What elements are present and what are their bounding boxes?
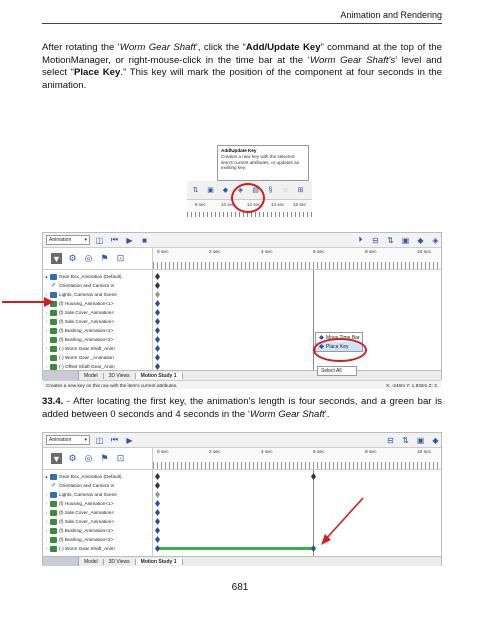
tab-motion-study-1[interactable]: Motion Study 1	[136, 559, 183, 565]
tick-label: 8 sec	[195, 202, 206, 207]
time-ticks	[153, 462, 441, 469]
tick-label: 2 sec	[209, 450, 221, 455]
step-text: - After locating the first key, the animation's length is four seconds, and a green bar is added between 0 seconds and 4 seconds in the ‘	[42, 396, 442, 420]
select-all-menu[interactable]	[317, 366, 357, 376]
chevron-right-icon[interactable]: ›	[45, 510, 48, 515]
step-italic: Worm Gear Shaft	[250, 408, 325, 420]
intro-italic: Worm Gear Shaft	[119, 42, 196, 53]
running-header: Animation and Rendering	[340, 10, 442, 20]
tree-row[interactable]	[43, 526, 152, 535]
intro-italic: Worm Gear Shaft's	[309, 54, 396, 66]
mm-body	[43, 470, 441, 556]
key-icon[interactable]	[155, 309, 160, 316]
save-animation-icon[interactable]: ⊟	[372, 235, 379, 245]
tree-label: (f) Side Cover_Animation<	[59, 519, 115, 524]
tree-label: (-) Worm Gear Shaft_Anim	[59, 546, 115, 551]
key-icon[interactable]	[311, 473, 316, 480]
lights-folder-icon	[50, 492, 57, 498]
study-type-select[interactable]	[46, 235, 90, 245]
tree-row[interactable]	[43, 472, 152, 481]
tab-3d-views[interactable]: 3D Views	[104, 559, 136, 565]
tab-model[interactable]: Model	[79, 373, 104, 379]
timeline[interactable]	[153, 270, 441, 370]
menu-label: Move Time Bar	[326, 334, 360, 341]
tick-label: 0 sec	[157, 450, 169, 455]
step-text: ’.	[324, 408, 330, 420]
tree-row[interactable]	[43, 499, 152, 508]
tree-row[interactable]	[43, 272, 152, 281]
red-arrow	[0, 294, 60, 310]
part-icon	[50, 364, 57, 370]
contact-icon[interactable]: ◈	[432, 235, 439, 245]
add-update-key-button[interactable]: ◆	[417, 235, 424, 245]
mm-header	[43, 248, 441, 270]
tree-row[interactable]	[43, 508, 152, 517]
tick-label: 6 sec	[313, 450, 325, 455]
calculate-icon[interactable]: ◫	[95, 235, 104, 245]
autokey-icon[interactable]: ⇅	[192, 187, 199, 194]
coordinate-readout: X: -246m Y: 1.832m Z: 3.	[385, 382, 438, 388]
chevron-right-icon[interactable]: ›	[45, 328, 48, 333]
chevron-right-icon[interactable]: ›	[45, 519, 48, 524]
tree-row[interactable]	[43, 281, 152, 290]
tick-label: 10 sec	[417, 450, 432, 455]
intro-text: After rotating the ‘	[42, 42, 120, 53]
part-icon	[50, 519, 57, 525]
tree-label: Gear Box_Animation (Default)	[59, 474, 122, 479]
filter-animated-icon[interactable]: ▼	[52, 253, 61, 264]
part-icon	[50, 501, 57, 507]
key-icon[interactable]	[155, 300, 160, 307]
red-arrow	[313, 494, 373, 554]
chevron-right-icon[interactable]: ›	[45, 319, 48, 324]
filter-results-icon[interactable]: ⚑	[100, 253, 109, 263]
status-bar	[43, 380, 441, 389]
menu-label: Place Key	[326, 343, 349, 350]
stop-icon[interactable]: ■	[142, 235, 147, 245]
intro-text: ’, click the “	[195, 42, 246, 53]
playback-speed-icon[interactable]: ⏵	[358, 235, 363, 244]
tree-label: (f) Side Cover_Animation<	[59, 319, 115, 324]
tick-label: 6 sec	[313, 250, 325, 255]
tree-row[interactable]	[43, 344, 152, 353]
part-icon	[50, 310, 57, 316]
tooltip	[217, 145, 309, 181]
tree-label: (-) Offset Shaft Gear_Anim	[59, 364, 115, 369]
feature-tree	[43, 470, 153, 556]
animation-wizard-icon[interactable]: ▣	[416, 435, 425, 445]
chevron-down-icon: ▾	[84, 237, 87, 243]
results-icon[interactable]: ⊞	[297, 187, 304, 194]
zoom-icon[interactable]: ⊡	[116, 253, 125, 263]
tree-label: (-) Worm Gear Shaft_Anim	[59, 346, 115, 351]
chevron-right-icon[interactable]: ›	[45, 528, 48, 533]
status-text: Creates a new key on this row with the item's current attributes.	[46, 382, 178, 388]
calculate-icon[interactable]: ◫	[95, 435, 104, 445]
chevron-right-icon[interactable]: ›	[45, 310, 48, 315]
tab-model[interactable]: Model	[79, 559, 104, 565]
tree-row[interactable]	[43, 362, 152, 371]
part-icon	[50, 346, 57, 352]
animation-wizard-icon[interactable]: ▣	[401, 235, 410, 245]
filter-selected-icon[interactable]: ◎	[84, 453, 93, 463]
motion-manager-2	[42, 432, 442, 566]
part-icon	[50, 355, 57, 361]
tree-row[interactable]	[43, 326, 152, 335]
tree-label: Orientation and Camera Vi	[59, 283, 115, 288]
key-icon[interactable]	[155, 327, 160, 334]
save-animation-icon[interactable]: ⊟	[387, 435, 394, 445]
filter-selected-icon[interactable]: ◎	[84, 253, 93, 263]
tree-row[interactable]	[43, 517, 152, 526]
intro-text: .” This key will mark the position of the component at four seconds in the animation.	[42, 67, 442, 91]
header-rule	[42, 23, 442, 24]
tab-motion-study-1[interactable]: Motion Study 1	[136, 373, 183, 379]
tick-label: 4 sec	[261, 450, 273, 455]
tree-row[interactable]	[43, 490, 152, 499]
page-number: 681	[231, 582, 249, 593]
tick-label: 2 sec	[209, 250, 221, 255]
motion-manager-1	[42, 232, 442, 388]
intro-text: ” command at the top of the MotionManager, or right-mouse-click in the time bar at the ‘	[42, 42, 442, 66]
part-icon	[50, 319, 57, 325]
filter-animated-icon[interactable]: ▼	[52, 453, 61, 464]
tree-label: (-) Worm Gear _Animation	[59, 355, 114, 360]
tab-3d-views[interactable]: 3D Views	[104, 373, 136, 379]
play-from-start-icon[interactable]: ⏮	[110, 435, 119, 444]
tree-label: (f) Side Cover_Animation<	[59, 310, 115, 315]
tree-label: (f) Bushing_Animation<1>	[59, 528, 114, 533]
tick-label: 0 sec	[157, 250, 169, 255]
zoom-icon[interactable]: ⊡	[116, 453, 125, 463]
camera-icon: ✐	[50, 282, 57, 289]
tick-label: 4 sec	[261, 250, 273, 255]
expand-icon[interactable]: ▲	[44, 274, 49, 279]
chevron-right-icon[interactable]: ›	[45, 501, 48, 506]
filter-bar	[43, 248, 153, 269]
intro-paragraph	[42, 42, 442, 92]
tree-row[interactable]	[43, 481, 152, 490]
key-icon[interactable]	[155, 318, 160, 325]
tooltip-description: Creates a new key with the selected item's current attributes, or updates an existing key.	[221, 154, 300, 170]
green-motion-bar[interactable]	[158, 547, 312, 550]
chevron-down-icon: ▾	[84, 437, 87, 443]
intro-bold: Place Key	[73, 67, 121, 78]
intro-bold: Add/Update Key	[245, 42, 321, 53]
step-paragraph	[42, 396, 442, 421]
tick-label: 10 sec	[221, 202, 235, 207]
key-icon[interactable]	[155, 491, 160, 498]
tree-label: (f) Housing_Animation<1>	[59, 301, 114, 306]
time-scale	[153, 448, 441, 469]
tab-scroller[interactable]	[43, 557, 79, 566]
chevron-right-icon[interactable]: ›	[45, 346, 48, 351]
filter-driving-icon[interactable]: ⚙	[68, 253, 77, 263]
study-tabs	[43, 556, 441, 566]
contact-icon[interactable]: ◈	[237, 187, 244, 194]
play-icon[interactable]: ▶	[126, 235, 133, 245]
key-icon[interactable]	[155, 473, 160, 480]
part-icon	[50, 510, 57, 516]
chevron-right-icon[interactable]: ›	[45, 546, 48, 551]
tick-label: 16 sec	[293, 202, 307, 207]
tooltip-title: Add/Update Key	[221, 148, 257, 153]
add-update-key-button[interactable]: ◆	[222, 187, 229, 194]
filter-bar	[43, 448, 153, 469]
chevron-right-icon[interactable]: ›	[45, 537, 48, 542]
tree-label: Lights, Cameras and Scene	[59, 492, 117, 497]
study-type-value: Animation	[49, 437, 72, 443]
filter-driving-icon[interactable]: ⚙	[68, 453, 77, 463]
chevron-right-icon[interactable]: ›	[45, 337, 48, 342]
tree-label: (f) Housing_Animation<1>	[59, 501, 114, 506]
chevron-right-icon[interactable]: ›	[45, 292, 48, 297]
mm-toolbar	[43, 233, 441, 248]
tree-row[interactable]	[43, 535, 152, 544]
filter-results-icon[interactable]: ⚑	[100, 453, 109, 463]
play-from-start-icon[interactable]: ⏮	[110, 235, 119, 244]
add-update-key-button[interactable]: ◆	[432, 435, 439, 445]
spring-icon[interactable]: §	[268, 186, 273, 194]
menu-label: Select All	[321, 368, 342, 374]
play-icon[interactable]: ▶	[126, 435, 133, 445]
key-icon[interactable]	[155, 336, 160, 343]
chevron-right-icon[interactable]: ›	[45, 492, 48, 497]
key-icon[interactable]	[155, 273, 160, 280]
key-icon[interactable]	[155, 291, 160, 298]
step-number: 33.4.	[42, 396, 64, 407]
key-icon[interactable]	[155, 518, 160, 525]
gravity-icon[interactable]: ◌	[283, 186, 288, 194]
part-icon	[50, 546, 57, 552]
timeline[interactable]	[153, 470, 441, 556]
tree-label: Gear Box_Animation (Default)	[59, 274, 122, 279]
tree-row[interactable]	[43, 335, 152, 344]
key-icon[interactable]	[155, 345, 160, 352]
key-icon[interactable]	[155, 482, 160, 489]
key-icon[interactable]	[155, 509, 160, 516]
mm-body	[43, 270, 441, 374]
study-type-value: Animation	[49, 237, 72, 243]
tick-label: 10 sec	[417, 250, 432, 255]
part-icon	[50, 537, 57, 543]
key-icon[interactable]	[155, 363, 160, 370]
animation-wizard-icon[interactable]: ▣	[207, 187, 214, 194]
intro-text: ’ level and select “	[42, 54, 442, 78]
tree-label: (f) Bushing_Animation<2>	[59, 337, 114, 342]
key-icon[interactable]	[155, 354, 160, 361]
autokey-icon[interactable]: ⇅	[402, 435, 409, 445]
key-icon[interactable]	[155, 282, 160, 289]
part-icon	[50, 337, 57, 343]
mm-toolbar	[43, 433, 441, 448]
part-icon	[50, 328, 57, 334]
tree-label: Lights, Cameras and Scene	[59, 292, 117, 297]
tree-label: (f) Bushing_Animation<1>	[59, 328, 114, 333]
tooltip-screenshot	[187, 145, 312, 217]
chevron-right-icon[interactable]: ›	[45, 364, 48, 369]
tick-label: 8 sec	[365, 450, 377, 455]
time-scale	[153, 248, 441, 269]
tab-scroller[interactable]	[43, 371, 79, 380]
tree-label: Orientation and Camera Vi	[59, 483, 115, 488]
calculate-icon[interactable]: ▤	[252, 187, 259, 194]
time-bar-icon	[319, 335, 324, 340]
time-ticks	[153, 262, 441, 269]
tree-label: (f) Side Cover_Animation<	[59, 510, 115, 515]
autokey-icon[interactable]: ⇅	[387, 235, 394, 245]
tree-row[interactable]	[43, 317, 152, 326]
expand-icon[interactable]: ▲	[44, 474, 49, 479]
key-icon[interactable]	[155, 527, 160, 534]
assembly-icon	[50, 274, 57, 280]
key-icon[interactable]	[155, 536, 160, 543]
part-icon	[50, 528, 57, 534]
study-tabs	[43, 370, 441, 380]
highlight-circle	[231, 183, 265, 213]
tick-label: 14 sec	[271, 202, 285, 207]
tick-label: 12 sec	[247, 202, 261, 207]
tree-row[interactable]	[43, 353, 152, 362]
assembly-icon	[50, 474, 57, 480]
mm-header	[43, 448, 441, 470]
key-icon[interactable]	[155, 500, 160, 507]
camera-icon: ✐	[50, 482, 57, 489]
tree-label: (f) Bushing_Animation<2>	[59, 537, 114, 542]
feature-tree	[43, 270, 153, 370]
study-type-select[interactable]	[46, 435, 90, 445]
tick-label: 8 sec	[365, 250, 377, 255]
highlight-circle	[313, 338, 367, 362]
tree-row[interactable]	[43, 544, 152, 553]
chevron-right-icon[interactable]: ›	[45, 355, 48, 360]
